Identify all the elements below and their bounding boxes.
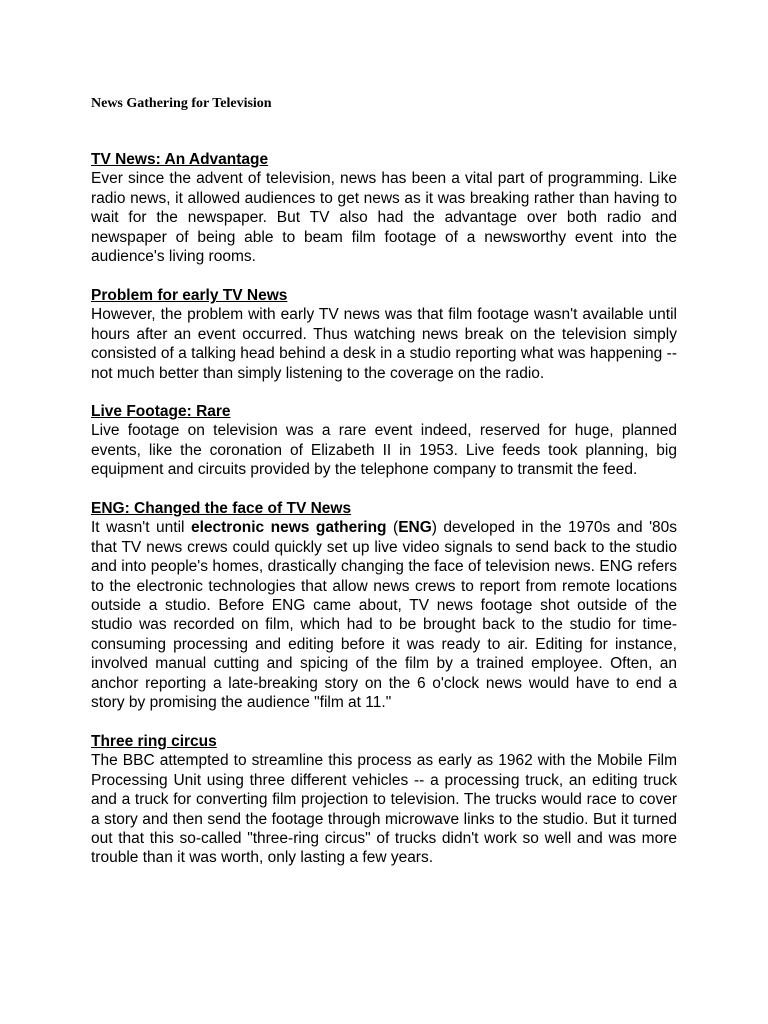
section-eng: [91, 499, 677, 712]
section-body: [91, 518, 677, 712]
section-tv-news-advantage: [91, 150, 677, 266]
body-intro-text: It wasn't until: [91, 519, 191, 537]
section-live-footage-rare: [91, 402, 677, 480]
section-three-ring-circus: [91, 732, 677, 868]
section-heading: Live Footage: Rare: [91, 403, 231, 420]
body-rest-text: ) developed in the 1970s and '80s that TV news crews could quickly set up live video signals to send back to the studio and into people's homes, drastically changing the face of television news. ENG refers to the electronic technologies that allow news crews to report from remote locations outside a studio. Before ENG came about, TV news footage shot outside of the studio was recorded on film, which had to be brought back to the studio for time-consuming processing and editing before it was ready to air. Editing for instance, involved manual cutting and spicing of the film by a trained employee. Often, an anchor reporting a late-breaking story on the 6 o'clock news would have to end a story by promising the audience "film at 11.": [91, 519, 678, 712]
section-body: However, the problem with early TV news was that film footage wasn't available until hours after an event occurred. Thus watching news break on the television simply consisted of a talking head behind a desk in a studio reporting what was happening -- not much better than simply listening to the coverage on the radio.: [91, 306, 677, 382]
section-heading: TV News: An Advantage: [91, 151, 269, 168]
section-heading: ENG: Changed the face of TV News: [91, 500, 352, 517]
document-title: News Gathering for Television: [91, 96, 272, 111]
section-body: The BBC attempted to streamline this process as early as 1962 with the Mobile Film Processing Unit using three different vehicles -- a processing truck, an editing truck and a truck for converting film projection to television. The trucks would race to cover a story and then send the footage through microwave links to the studio. But it turned out that this so-called "three-ring circus" of trucks didn't work so well and was more trouble than it was worth, only lasting a few years.: [91, 752, 677, 867]
section-heading: Problem for early TV News: [91, 287, 288, 304]
section-heading: Three ring circus: [91, 733, 217, 750]
eng-term-bold: electronic news gathering: [190, 519, 387, 537]
section-problem-early-tv-news: [91, 286, 677, 383]
paren-open-text: (: [386, 519, 399, 537]
section-body: Live footage on television was a rare event indeed, reserved for huge, planned events, like the coronation of Elizabeth II in 1953. Live feeds took planning, big equipment and circuits provided by the telephone company to transmit the feed.: [91, 422, 677, 479]
eng-abbr-bold: ENG: [398, 519, 432, 537]
section-body: Ever since the advent of television, news has been a vital part of programming. Like radio news, it allowed audiences to get news as it was breaking rather than having to wait for the newspaper. But TV also had the advantage over both radio and newspaper of being able to beam film footage of a newsworthy event into the audience's living rooms.: [91, 170, 677, 266]
